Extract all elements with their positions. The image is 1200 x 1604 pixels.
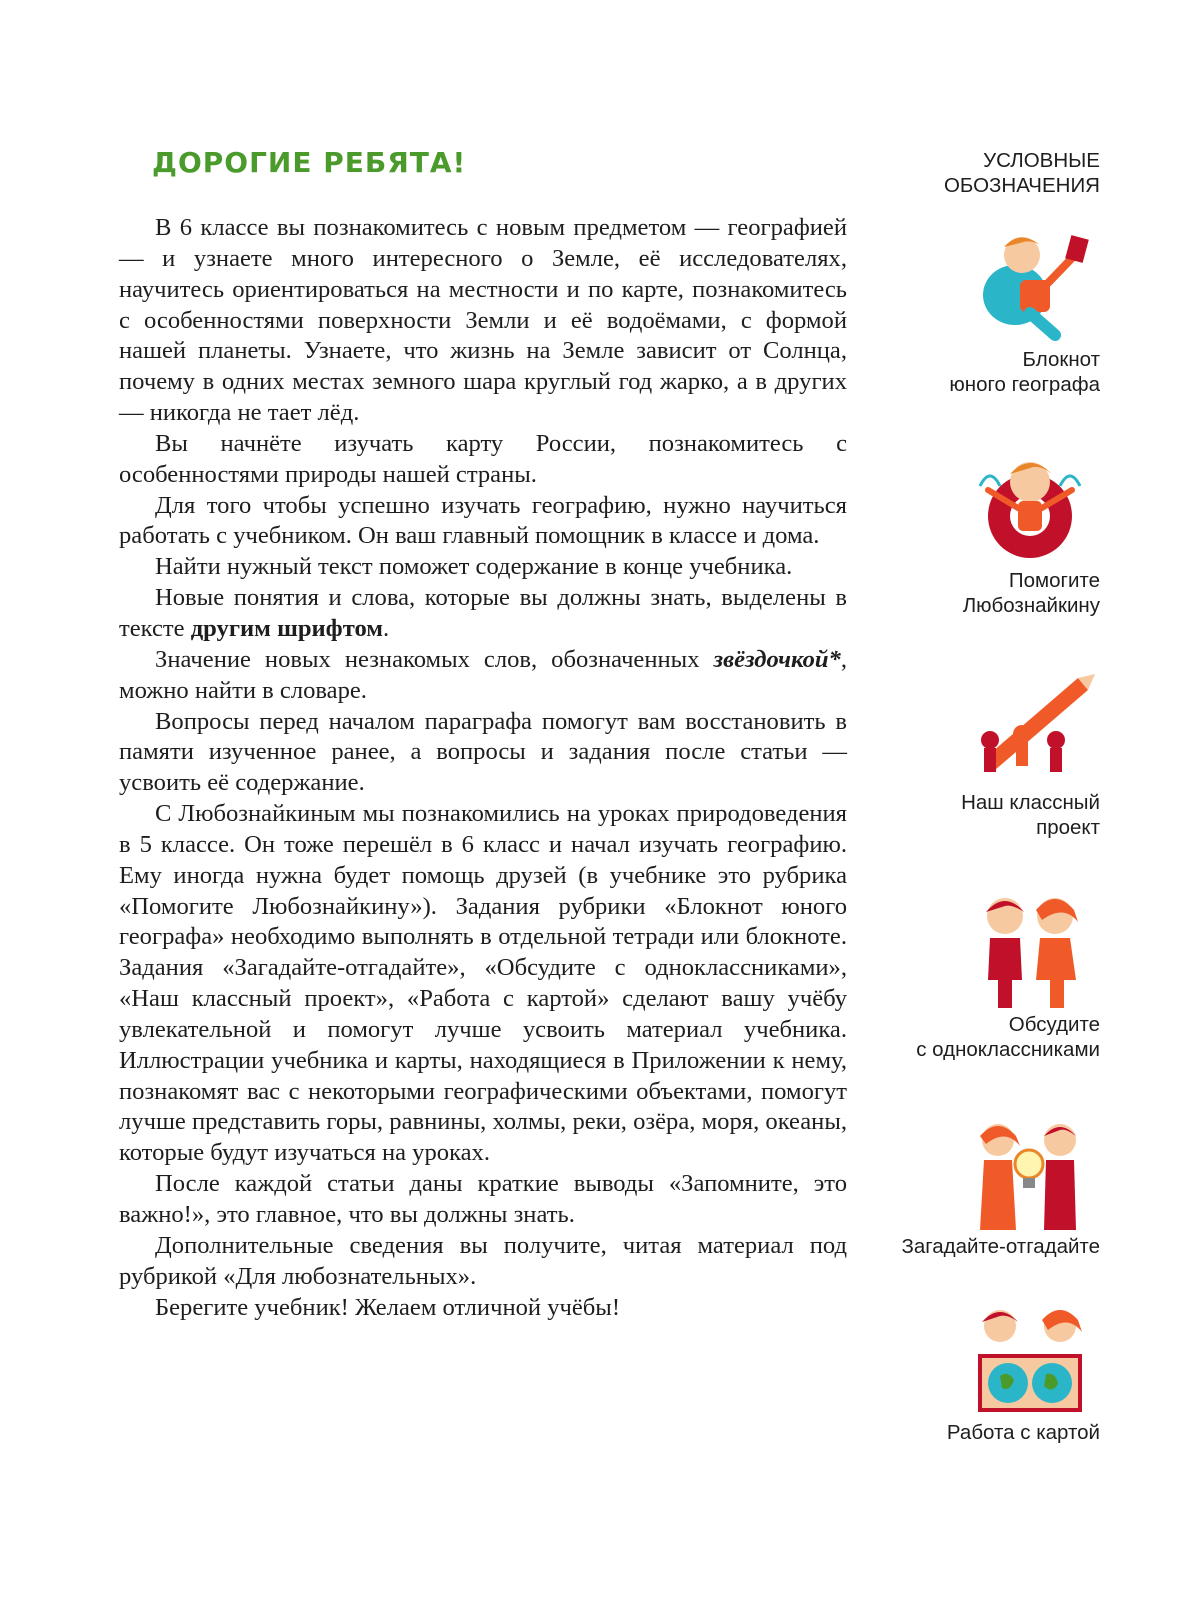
legend-label-3-line1: Наш классный bbox=[961, 791, 1100, 814]
legend-item-notebook bbox=[840, 225, 1100, 397]
pencil-kids-icon bbox=[960, 668, 1100, 788]
paragraph-text: Берегите учебник! Желаем отличной учёбы! bbox=[155, 1293, 621, 1321]
paragraph bbox=[119, 707, 847, 800]
legend-item-discuss bbox=[840, 890, 1100, 1062]
legend-label-5-line1: Загадайте-отгадайте bbox=[901, 1235, 1100, 1258]
paragraph bbox=[119, 1169, 847, 1231]
paragraph-text: С Любознайкиным мы познакомились на уроках природоведения в 5 классе. Он тоже перешёл в 6 класс и начал изучать географию. Ему иногда нужна будет помощь друзей (в учебнике это рубрика «Помогите Любознайкину»). Задания рубрики «Блокнот юного географа» необходимо выполнять в отдельной тетради или блокноте. Задания «Загадайте-отгадайте», «Обсудите с одноклассниками», «Наш классный проект», «Работа с картой» сделают вашу учёбу увлекательной и помогут лучше усвоить материал учебника. Иллюстрации учебника и карты, находящиеся в Приложении к нему, познакомят вас с некоторыми географическими объектами, помогут лучше представить горы, равнины, холмы, реки, озёра, моря, океаны, которые будут изучаться на уроках. bbox=[119, 800, 847, 1167]
legend-label-6-line1: Работа с картой bbox=[946, 1421, 1100, 1444]
paragraph bbox=[119, 583, 847, 645]
legend-label-4-line2: с одноклассниками bbox=[916, 1038, 1100, 1061]
paragraph bbox=[119, 645, 847, 707]
paragraph bbox=[119, 552, 847, 583]
legend-title bbox=[840, 148, 1100, 198]
paragraph-text: Найти нужный текст поможет содержание в конце учебника. bbox=[155, 553, 793, 581]
paragraph-text: . bbox=[383, 614, 390, 642]
paragraph-text: Вы начнёте изучать карту России, познакомитесь с особенностями природы нашей страны. bbox=[119, 429, 847, 488]
paragraph-text: После каждой статьи даны краткие выводы «Запомните, это важно!», это главное, что вы должны знать. bbox=[119, 1170, 847, 1228]
legend-item-riddle bbox=[840, 1112, 1100, 1259]
legend-item-project bbox=[840, 668, 1100, 840]
starred-term: звёздочкой* bbox=[713, 645, 841, 673]
paragraph bbox=[119, 213, 847, 429]
paragraph bbox=[119, 1293, 847, 1324]
legend-label-1-line1: Блокнот bbox=[1022, 348, 1100, 371]
paragraph-text: Значение новых незнакомых слов, обозначенных bbox=[155, 645, 714, 673]
paragraph-text: Для того чтобы успешно изучать географию, нужно научиться работать с учебником. Он ваш главный помощник в классе и дома. bbox=[119, 491, 847, 550]
paragraph-text: Вопросы перед началом параграфа помогут вам восстановить в памяти изученное ранее, а вопросы и задания после статьи — усвоить её содержание. bbox=[119, 707, 847, 797]
legend-item-lifebuoy bbox=[840, 446, 1100, 618]
legend-label-1-line2: юного географа bbox=[949, 373, 1100, 396]
paragraph-text: В 6 классе вы познакомитесь с новым предметом — географией — и узнаете много интересного о Земле, её исследователях, научитесь ориентироваться на местности и по карте, познакомитесь с особенностями поверхности Земли и её водоёмами, с формой нашей планеты. Узнаете, что жизнь на Земле зависит от Солнца, почему в одних местах земного шара круглый год жарко, а в других — никогда не тает лёд. bbox=[119, 214, 847, 427]
paragraph bbox=[119, 1231, 847, 1293]
emphasized-term: другим шрифтом bbox=[190, 614, 384, 642]
lightbulb-kids-icon bbox=[960, 1112, 1100, 1232]
map-kids-icon bbox=[960, 1300, 1100, 1418]
paragraph-text: Дополнительные сведения вы получите, читая материал под рубрикой «Для любознательных». bbox=[119, 1231, 847, 1290]
legend-title-line1: УСЛОВНЫЕ bbox=[983, 149, 1100, 172]
notebook-boy-icon bbox=[960, 225, 1100, 345]
paragraph bbox=[119, 491, 847, 553]
paragraph-text: Новые понятия и слова, которые вы должны знать, выделены в тексте bbox=[119, 584, 847, 642]
lifebuoy-boy-icon bbox=[960, 446, 1100, 566]
legend-label-3-line2: проект bbox=[1036, 816, 1100, 839]
legend-label-2-line2: Любознайкину bbox=[962, 594, 1100, 617]
body-text bbox=[119, 213, 847, 1323]
paragraph-text: , можно найти в словаре. bbox=[119, 645, 847, 704]
paragraph bbox=[119, 429, 847, 491]
page-title: ДОРОГИЕ РЕБЯТА! bbox=[152, 146, 467, 179]
talking-kids-icon bbox=[960, 890, 1100, 1010]
legend-label-2-line1: Помогите bbox=[1008, 569, 1100, 592]
legend-title-line2: ОБОЗНАЧЕНИЯ bbox=[943, 174, 1100, 197]
legend-item-map bbox=[840, 1300, 1100, 1445]
paragraph bbox=[119, 799, 847, 1169]
legend-label-4-line1: Обсудите bbox=[1008, 1013, 1100, 1036]
